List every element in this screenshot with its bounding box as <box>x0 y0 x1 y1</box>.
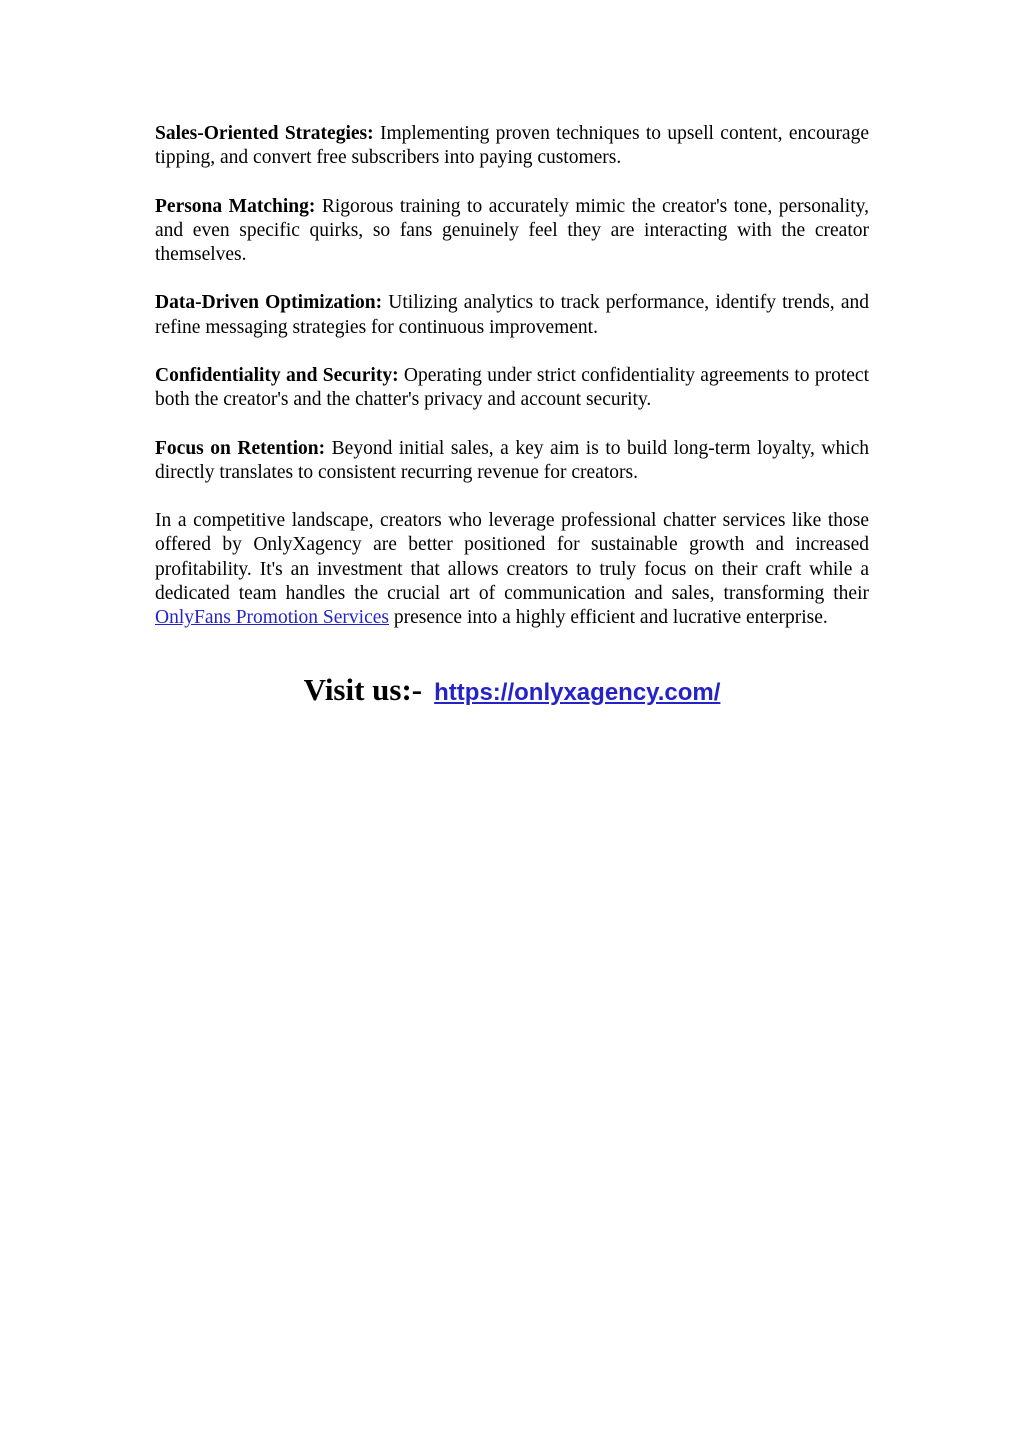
paragraph-heading: Sales-Oriented Strategies: <box>155 123 374 144</box>
paragraph-data-driven <box>155 291 869 339</box>
paragraph-heading: Data-Driven Optimization: <box>155 292 383 314</box>
closing-text-after-link: presence into a highly efficient and lucrative enterprise. <box>389 606 828 628</box>
visit-us-label: Visit us:- <box>303 672 423 707</box>
paragraph-heading: Focus on Retention: <box>155 437 326 459</box>
document-page <box>155 122 870 707</box>
paragraph-body: Utilizing analytics to track performance, identify trends, and refine messaging strategies for continuous improvement. <box>155 292 869 338</box>
paragraph-body: Implementing proven techniques to upsell content, encourage tipping, and convert free subscribers into paying customers. <box>155 123 869 169</box>
paragraph-body: Operating under strict confidentiality agreements to protect both the creator's and the chatter's privacy and account security. <box>155 364 869 411</box>
paragraph-persona-matching <box>155 195 869 268</box>
visit-us-line <box>155 672 869 707</box>
paragraph-body: Beyond initial sales, a key aim is to build long-term loyalty, which directly translates to consistent recurring revenue for creators. <box>155 437 870 483</box>
paragraph-sales-oriented <box>155 122 869 170</box>
onlyfans-promotion-services-link[interactable]: OnlyFans Promotion Services <box>155 606 389 628</box>
paragraph-closing <box>155 509 869 630</box>
closing-text-before-link: In a competitive landscape, creators who leverage professional chatter services like those offered by OnlyXagency are better positioned for sustainable growth and increased profitability. It's an investment that allows creators to truly focus on their craft while a dedicated team handles the crucial art of communication and sales, transforming their <box>155 510 869 604</box>
paragraph-heading: Persona Matching: <box>155 195 316 217</box>
website-link[interactable]: https://onlyxagency.com/ <box>434 679 721 706</box>
paragraph-body: Rigorous training to accurately mimic the creator's tone, personality, and even specific quirks, so fans genuinely feel they are interacting with the creator themselves. <box>155 195 869 265</box>
paragraph-retention <box>155 437 869 485</box>
paragraph-confidentiality <box>155 364 869 412</box>
paragraph-heading: Confidentiality and Security: <box>155 364 399 386</box>
